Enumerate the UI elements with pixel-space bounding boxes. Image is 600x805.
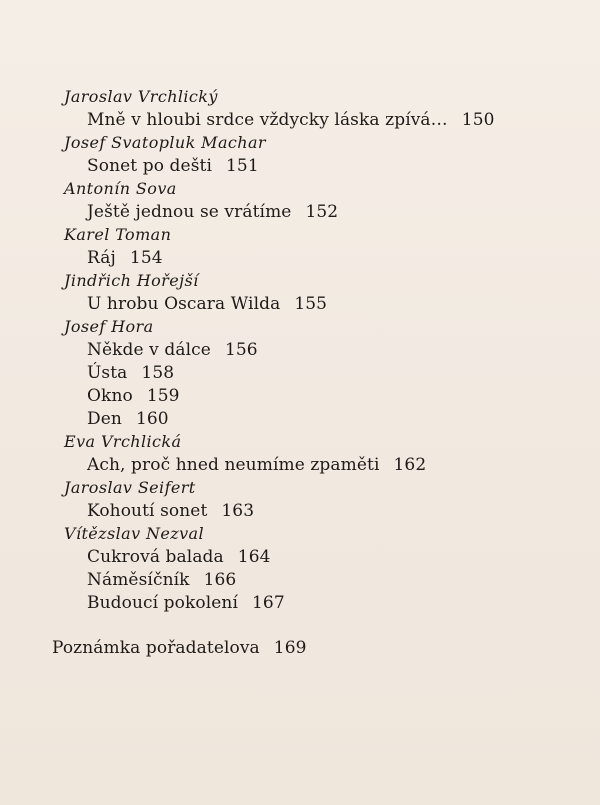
toc-author: Jaroslav Vrchlický	[64, 87, 218, 106]
toc-entry	[87, 362, 174, 384]
toc-author: Karel Toman	[64, 225, 172, 244]
toc-entry-title: Budoucí pokolení	[87, 593, 239, 613]
toc-entry-title: Okno	[87, 386, 133, 406]
toc-entry-page: 167	[252, 593, 285, 613]
toc-entry	[87, 201, 338, 223]
toc-entry-page: 164	[237, 547, 271, 567]
toc-entry-page: 166	[203, 570, 237, 590]
toc-entry-title: Někde v dálce	[87, 340, 211, 360]
toc-entry	[87, 500, 254, 522]
toc-entry-title: Poznámka pořadatelova	[52, 638, 260, 658]
toc-entry	[87, 385, 180, 407]
toc-entry	[87, 454, 426, 476]
toc-entry-page: 158	[141, 363, 175, 383]
toc-entry-title: Ach, proč hned neumíme zpaměti	[87, 455, 380, 475]
toc-author: Eva Vrchlická	[64, 432, 182, 451]
toc-entry	[87, 592, 285, 614]
toc-entry	[87, 569, 236, 591]
toc-entry	[87, 155, 259, 177]
toc-entry	[87, 247, 163, 269]
toc-entry	[87, 546, 271, 568]
toc-entry-page: 162	[393, 455, 427, 475]
toc-author: Antonín Sova	[64, 179, 177, 198]
toc-author: Jindřich Hořejší	[64, 271, 199, 290]
toc-entry-page: 151	[225, 156, 259, 176]
toc-author: Vítězslav Nezval	[64, 524, 204, 543]
toc-entry	[87, 293, 327, 315]
toc-entry-note	[52, 637, 307, 659]
toc-entry-title: Mně v hloubi srdce vždycky láska zpívá…	[87, 110, 448, 130]
toc-entry-page: 154	[129, 248, 163, 268]
toc-author: Jaroslav Seifert	[64, 478, 196, 497]
toc-entry-page: 169	[273, 638, 307, 658]
toc-author: Josef Svatopluk Machar	[64, 133, 266, 152]
toc-entry-title: Ještě jednou se vrátíme	[87, 202, 292, 222]
toc-entry-title: Náměsíčník	[87, 570, 190, 590]
toc-author: Josef Hora	[64, 317, 154, 336]
toc-entry	[87, 109, 495, 131]
toc-entry-title: Sonet po dešti	[87, 156, 212, 176]
toc-entry-page: 159	[146, 386, 180, 406]
toc-entry	[87, 408, 169, 430]
toc-entry-title: U hrobu Oscara Wilda	[87, 294, 281, 314]
toc-entry-title: Ústa	[87, 363, 128, 383]
toc-entry-page: 150	[461, 110, 495, 130]
toc-entry-title: Kohoutí sonet	[87, 501, 208, 521]
toc-entry-page: 152	[305, 202, 339, 222]
toc-entry-title: Cukrová balada	[87, 547, 224, 567]
toc-entry-page: 160	[135, 409, 169, 429]
toc-entry-title: Ráj	[87, 248, 116, 268]
toc-entry-page: 155	[294, 294, 328, 314]
toc-entry-title: Den	[87, 409, 122, 429]
toc-entry-page: 156	[224, 340, 258, 360]
toc-entry	[87, 339, 258, 361]
toc-entry-page: 163	[221, 501, 255, 521]
